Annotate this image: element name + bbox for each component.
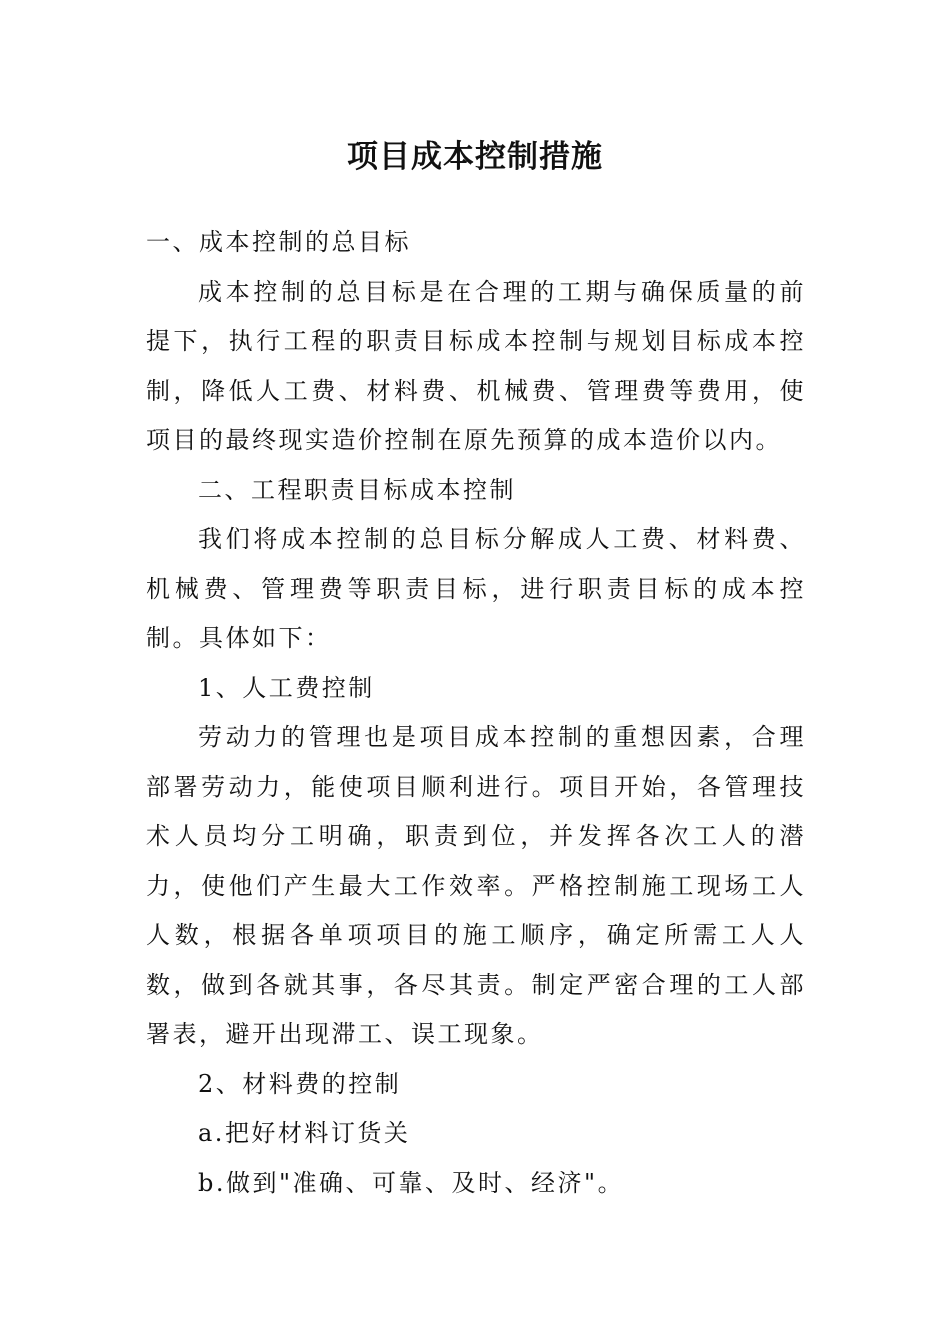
heading-labor-cost-control: 1、人工费控制 (198, 673, 375, 702)
paragraph-goal-description: 成本控制的总目标是在合理的工期与确保质量的前提下，执行工程的职责目标成本控制与规划目标成本控制，降低人工费、材料费、机械费、管理费等费用，使项目的最终现实造价控制在原先预算的成本造价以内。 (146, 277, 806, 454)
heading-responsibility-cost-control: 二、工程职责目标成本控制 (198, 475, 516, 504)
heading-cost-control-goal: 一、成本控制的总目标 (146, 228, 411, 256)
paragraph-goal-breakdown: 我们将成本控制的总目标分解成人工费、材料费、机械费、管理费等职责目标，进行职责目标的成本控制。具体如下： (146, 525, 806, 652)
document-title: 项目成本控制措施 (347, 139, 603, 175)
document-body (146, 218, 806, 1208)
list-item-material-principles: b.做到"准确、可靠、及时、经济"。 (198, 1168, 625, 1197)
heading-material-cost-control: 2、材料费的控制 (198, 1069, 402, 1098)
paragraph-labor-management: 劳动力的管理也是项目成本控制的重想因素，合理部署劳动力，能使项目顺利进行。项目开始，各管理技术人员均分工明确，职责到位，并发挥各次工人的潜力，使他们产生最大工作效率。严格控制施工现场工人人数，根据各单项项目的施工顺序，确定所需工人人数，做到各就其事，各尽其责。制定严密合理的工人部署表，避开出现滞工、误工现象。 (146, 723, 806, 1048)
list-item-material-ordering: a.把好材料订货关 (198, 1119, 411, 1147)
